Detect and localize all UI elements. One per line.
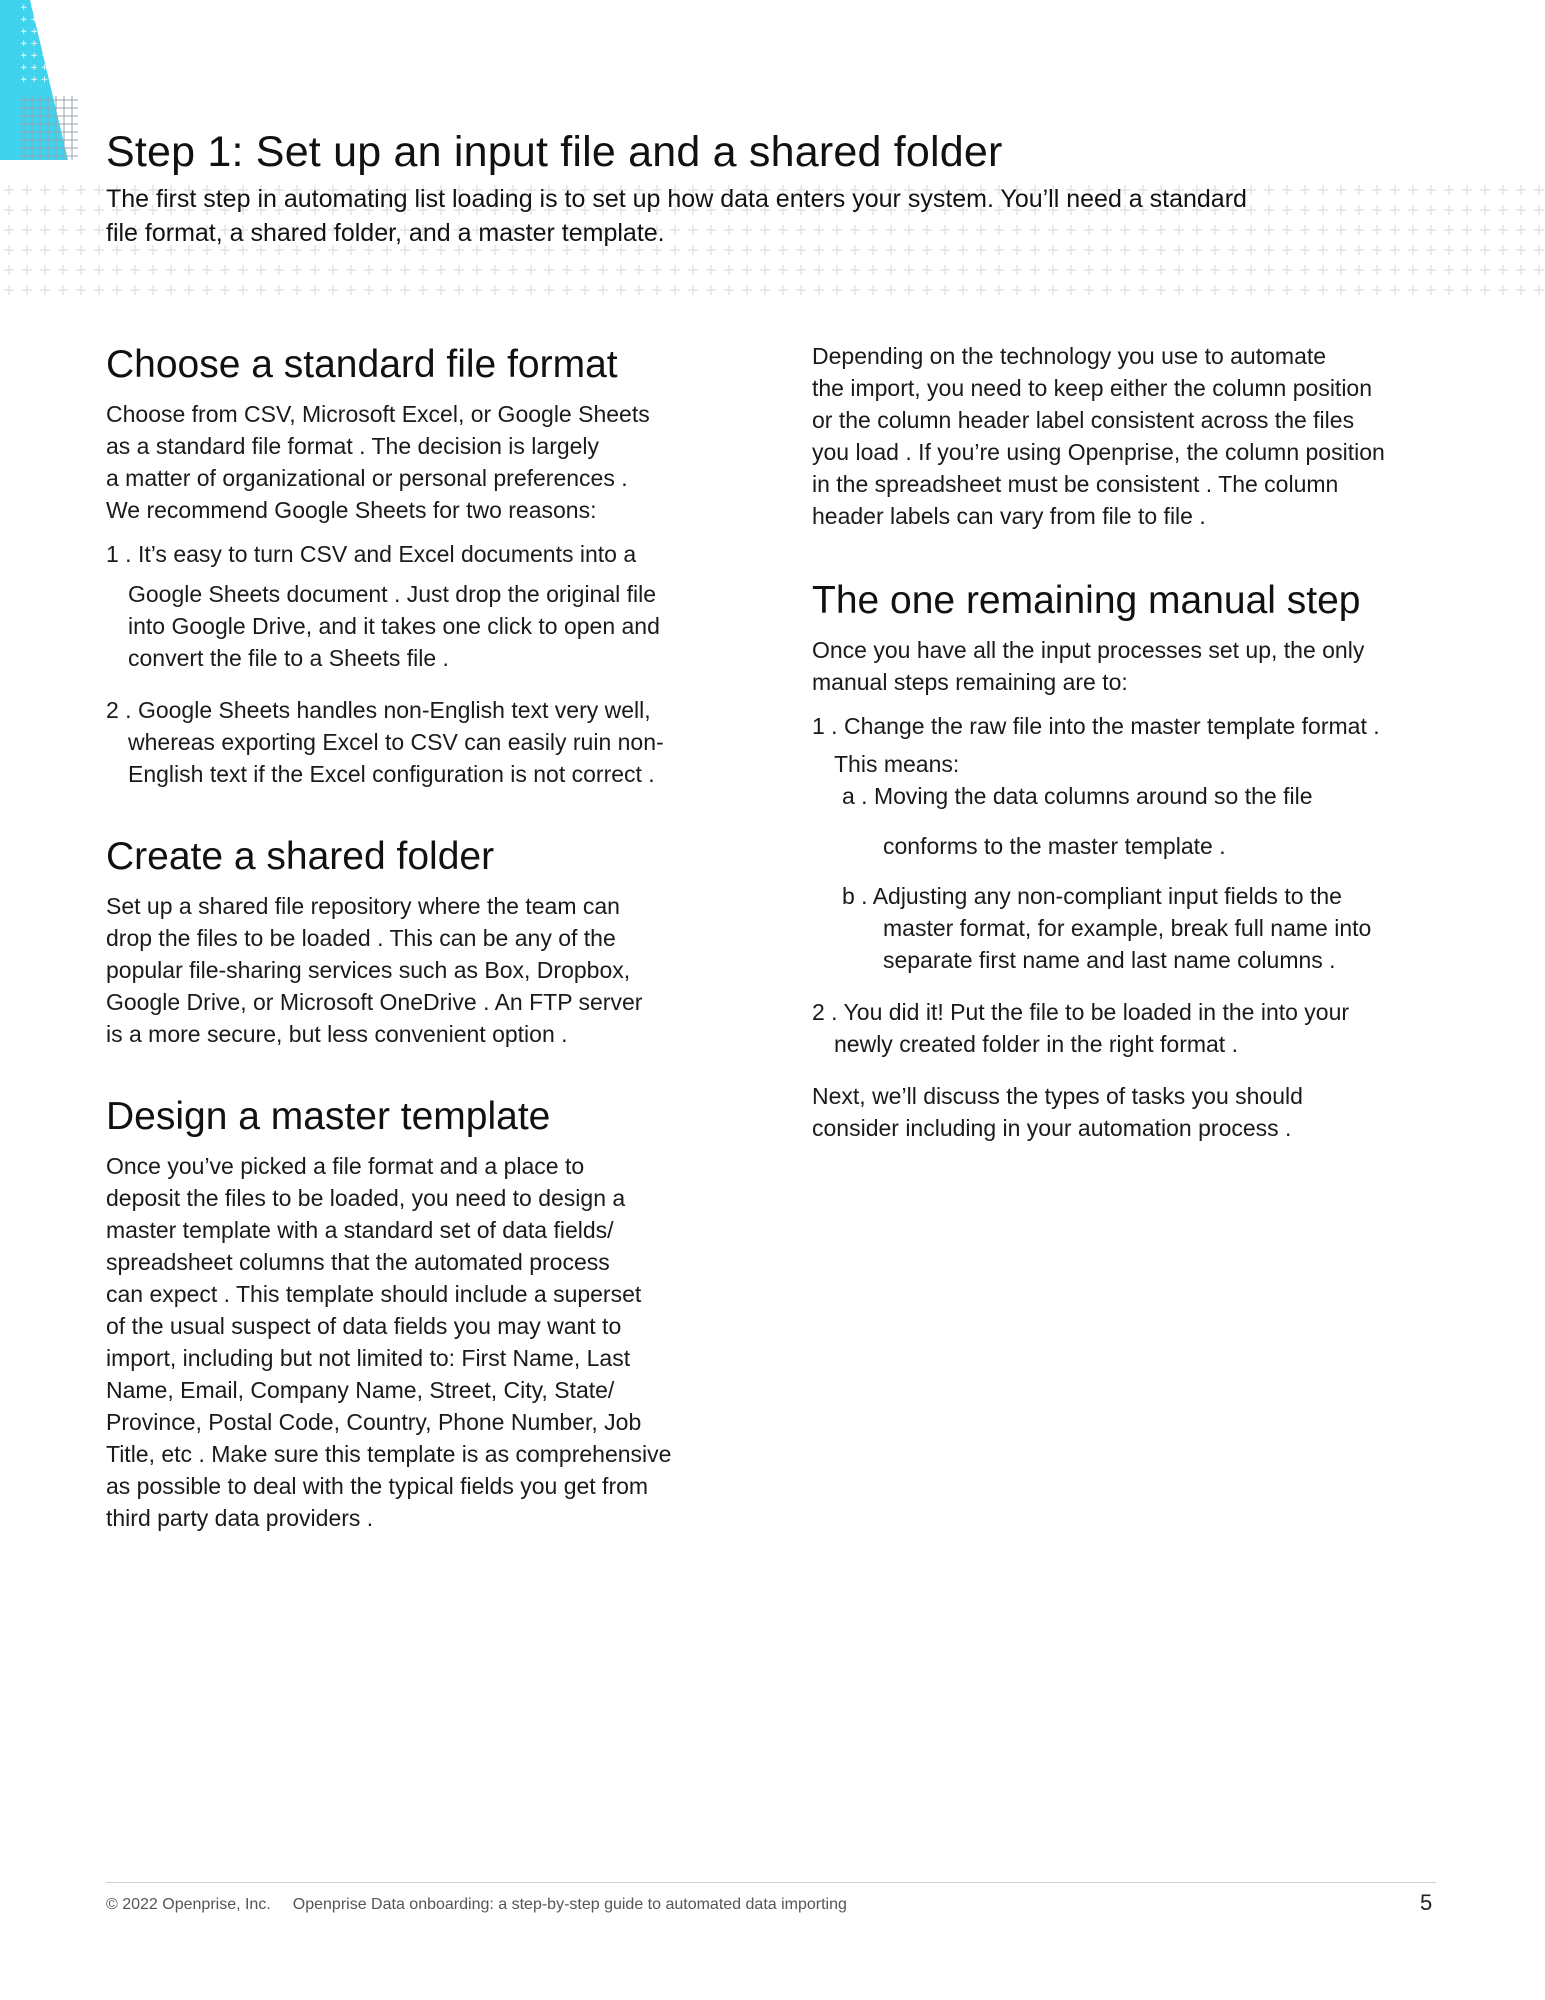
svg-text:+ + + +: + + + + bbox=[20, 51, 59, 61]
text-line: in the spreadsheet must be consistent . The column bbox=[812, 471, 1339, 497]
section-heading-manual-step: The one remaining manual step bbox=[812, 579, 1361, 622]
text-line: deposit the files to be loaded, you need to design a bbox=[106, 1185, 626, 1211]
master-template-paragraph bbox=[106, 1150, 736, 1534]
list-item bbox=[106, 694, 736, 790]
text-line: consider including in your automation process . bbox=[812, 1115, 1292, 1141]
corner-decoration bbox=[0, 0, 80, 160]
text-line: master template with a standard set of data fields/ bbox=[106, 1217, 614, 1243]
text-line: as a standard file format . The decision is largely bbox=[106, 433, 600, 459]
shared-folder-paragraph bbox=[106, 890, 736, 1050]
text-line: as possible to deal with the typical fields you get from bbox=[106, 1473, 649, 1499]
hero-section bbox=[106, 122, 1436, 250]
sub-list-item-first-line: b . Adjusting any non-compliant input fields to the bbox=[842, 883, 1342, 909]
text-line: into Google Drive, and it takes one click to open and bbox=[128, 613, 660, 639]
text-line: convert the file to a Sheets file . bbox=[128, 645, 449, 671]
text-line: Once you’ve picked a file format and a place to bbox=[106, 1153, 585, 1179]
text-line: or the column header label consistent across the files bbox=[812, 407, 1355, 433]
file-format-paragraph bbox=[106, 398, 736, 526]
intro-line: The first step in automating list loading is to set up how data enters your system. You’ll need a standard bbox=[106, 185, 1247, 213]
page-number: 5 bbox=[1420, 1890, 1433, 1915]
text-line: whereas exporting Excel to CSV can easily ruin non- bbox=[128, 729, 664, 755]
list-item-first-line: 2 . You did it! Put the file to be loaded in the into your bbox=[812, 999, 1350, 1025]
list-item-first-line: 2 . Google Sheets handles non-English text very well, bbox=[106, 697, 651, 723]
section-heading-shared-folder: Create a shared folder bbox=[106, 835, 495, 878]
next-steps-paragraph bbox=[812, 1080, 1452, 1144]
right-column bbox=[812, 340, 1452, 1144]
text-line: Name, Email, Company Name, Street, City, State/ bbox=[106, 1377, 615, 1403]
text-line: English text if the Excel configuration is not correct . bbox=[128, 761, 655, 787]
text-line: Depending on the technology you use to automate bbox=[812, 343, 1327, 369]
list-item bbox=[106, 538, 736, 674]
intro-line: file format, a shared folder, and a master template. bbox=[106, 219, 665, 247]
text-line: Google Sheets document . Just drop the original file bbox=[128, 581, 657, 607]
column-consistency-paragraph bbox=[812, 340, 1452, 532]
list-item-first-line: 1 . It’s easy to turn CSV and Excel documents into a bbox=[106, 541, 637, 567]
text-line: is a more secure, but less convenient option . bbox=[106, 1021, 568, 1047]
svg-text:+ + + +: + + + + bbox=[20, 15, 59, 25]
text-line: you load . If you’re using Openprise, the column position bbox=[812, 439, 1385, 465]
text-line: manual steps remaining are to: bbox=[812, 669, 1128, 695]
svg-text:+ + + +: + + + + bbox=[20, 27, 59, 37]
svg-text:+ + + +: + + + + bbox=[20, 75, 59, 85]
svg-text:+ + + +: + + + + bbox=[20, 63, 59, 73]
text-line: separate first name and last name columns . bbox=[883, 947, 1336, 973]
text-line: Set up a shared file repository where the team can bbox=[106, 893, 620, 919]
text-line: popular file-sharing services such as Box, Dropbox, bbox=[106, 957, 631, 983]
text-line: import, including but not limited to: First Name, Last bbox=[106, 1345, 631, 1371]
section-heading-file-format: Choose a standard file format bbox=[106, 343, 618, 386]
text-line: the import, you need to keep either the column position bbox=[812, 375, 1373, 401]
text-line: Choose from CSV, Microsoft Excel, or Google Sheets bbox=[106, 401, 650, 427]
text-line: third party data providers . bbox=[106, 1505, 374, 1531]
footer-doc-title: Openprise Data onboarding: a step-by-step guide to automated data importing bbox=[292, 1896, 847, 1913]
text-line: header labels can vary from file to file . bbox=[812, 503, 1206, 529]
manual-step-paragraph bbox=[812, 634, 1452, 698]
text-line: a matter of organizational or personal preferences . bbox=[106, 465, 628, 491]
text-line: newly created folder in the right format . bbox=[834, 1031, 1238, 1057]
footer-copyright: © 2022 Openprise, Inc. bbox=[106, 1896, 271, 1913]
svg-text:+ + + +: + + + + bbox=[20, 3, 59, 13]
plus-pattern bbox=[20, 3, 59, 85]
page-title: Step 1: Set up an input file and a shared folder bbox=[106, 128, 1003, 176]
text-line: Province, Postal Code, Country, Phone Number, Job bbox=[106, 1409, 642, 1435]
text-line: Google Drive, or Microsoft OneDrive . An FTP server bbox=[106, 989, 643, 1015]
text-line: conforms to the master template . bbox=[883, 833, 1226, 859]
intro-paragraph bbox=[106, 182, 1436, 250]
sub-list-item-first-line: a . Moving the data columns around so the file bbox=[842, 783, 1313, 809]
text-line: drop the files to be loaded . This can be any of the bbox=[106, 925, 616, 951]
text-line: of the usual suspect of data fields you may want to bbox=[106, 1313, 622, 1339]
svg-text:+ + + +: + + + + bbox=[20, 39, 59, 49]
text-line: Next, we’ll discuss the types of tasks you should bbox=[812, 1083, 1303, 1109]
text-line: We recommend Google Sheets for two reasons: bbox=[106, 497, 597, 523]
list-item-first-line: 1 . Change the raw file into the master template format . bbox=[812, 713, 1380, 739]
text-line: Title, etc . Make sure this template is as comprehensive bbox=[106, 1441, 672, 1467]
footer-divider bbox=[106, 1882, 1436, 1883]
text-line: Once you have all the input processes set up, the only bbox=[812, 637, 1365, 663]
text-line: can expect . This template should include a superset bbox=[106, 1281, 642, 1307]
text-line: This means: bbox=[834, 751, 960, 777]
footer-text bbox=[106, 1896, 847, 1914]
list-item bbox=[812, 996, 1452, 1060]
section-heading-master-template: Design a master template bbox=[106, 1095, 551, 1138]
text-line: spreadsheet columns that the automated process bbox=[106, 1249, 610, 1275]
text-line: master format, for example, break full name into bbox=[883, 915, 1372, 941]
left-column bbox=[106, 340, 736, 1534]
list-item bbox=[812, 710, 1452, 976]
